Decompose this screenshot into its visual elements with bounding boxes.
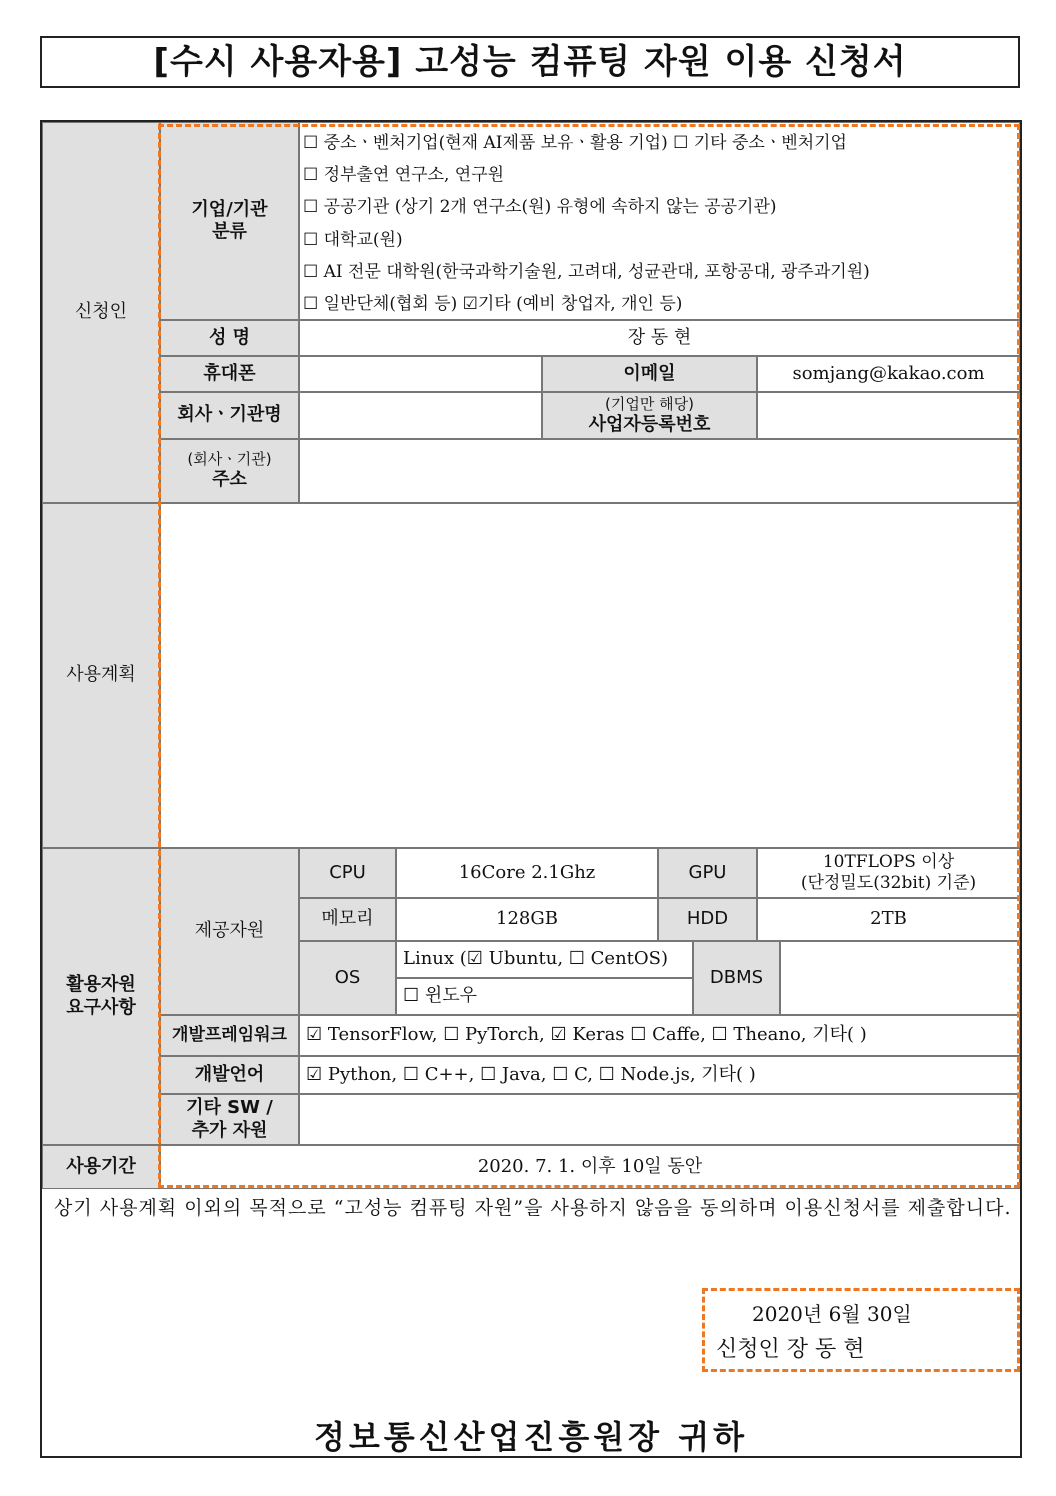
application-form [40,120,1022,1458]
other-sw-field[interactable] [299,1094,1020,1145]
applicant-section-label: 신청인 [42,122,160,503]
org-type-label [160,122,299,320]
other-sw-label [160,1094,299,1145]
org-type-options [299,124,1019,318]
gpu-value [757,848,1020,898]
other-sw-label-line2: 추가 자원 [191,1119,268,1141]
bizno-label [542,392,757,439]
address-field[interactable] [299,439,1020,503]
usage-plan-field[interactable] [160,503,1020,848]
resources-label-line2: 요구사항 [66,996,136,1018]
dbms-field[interactable] [780,941,1020,1015]
org-option-public-institution[interactable]: ☐ 공공기관 (상기 2개 연구소(원) 유형에 속하지 않는 공공기관) [303,197,777,218]
gpu-value-line2: (단정밀도(32bit) 기준) [800,873,977,893]
hdd-value: 2TB [757,898,1020,941]
memory-value: 128GB [396,898,658,941]
language-options[interactable]: ☑ Python, ☐ C++, ☐ Java, ☐ C, ☐ Node.js, 기타( ) [299,1056,1020,1094]
company-field[interactable] [299,392,542,439]
other-sw-label-line1: 기타 SW / [186,1097,273,1118]
memory-label: 메모리 [299,898,396,941]
email-field[interactable]: somjang@kakao.com [757,356,1020,392]
provided-resources-label: 제공자원 [160,848,299,1015]
phone-label: 휴대폰 [160,356,299,392]
bizno-label-text: 사업자등록번호 [588,413,711,435]
address-label [160,439,299,503]
signature-box [702,1288,1020,1372]
org-option-sme[interactable]: ☐ 중소ㆍ벤처기업(현재 AI제품 보유ㆍ활용 기업) ☐ 기타 중소ㆍ벤처기업 [303,132,847,153]
gpu-label: GPU [658,848,757,898]
os-linux-option[interactable]: Linux (☑ Ubuntu, ☐ CentOS) [396,941,693,978]
org-option-university[interactable]: ☐ 대학교(원) [303,229,403,250]
cpu-value: 16Core 2.1Ghz [396,848,658,898]
signature-name: 신청인 장 동 현 [716,1337,865,1362]
hdd-label: HDD [658,898,757,941]
gpu-value-line1: 10TFLOPS 이상 [822,851,955,872]
company-label: 회사ㆍ기관명 [160,392,299,439]
framework-label: 개발프레임워크 [160,1015,299,1056]
period-field[interactable]: 2020. 7. 1. 이후 10일 동안 [160,1145,1020,1189]
page-title: [수시 사용자용] 고성능 컴퓨팅 자원 이용 신청서 [40,36,1020,88]
agreement-text: 상기 사용계획 이외의 목적으로 “고성능 컴퓨팅 자원”을 사용하지 않음을 동의하며 이용신청서를 제출합니다. [54,1197,1012,1219]
os-label: OS [299,941,396,1015]
name-label: 성 명 [160,320,299,356]
dbms-label: DBMS [693,941,780,1015]
org-type-label-line2: 분류 [212,221,247,242]
name-field[interactable]: 장 동 현 [299,320,1020,356]
resources-label-line1: 활용자원 [66,974,136,995]
resources-section-label [42,848,160,1145]
email-label: 이메일 [542,356,757,392]
period-label: 사용기간 [42,1145,160,1189]
org-option-general-or-other[interactable]: ☐ 일반단체(협회 등) ☑기타 (예비 창업자, 개인 등) [303,294,683,315]
addressee: 정보통신산업진흥원장 귀하 [313,1418,749,1456]
usage-plan-label: 사용계획 [42,503,160,848]
org-option-research-institute[interactable]: ☐ 정부출연 연구소, 연구원 [303,164,505,185]
address-note: (회사ㆍ기관) [187,450,272,469]
os-windows-option[interactable]: ☐ 윈도우 [396,978,693,1015]
bizno-field[interactable] [757,392,1020,439]
phone-field[interactable] [299,356,542,392]
org-type-label-line1: 기업/기관 [191,198,268,220]
signature-date: 2020년 6월 30일 [752,1302,912,1326]
org-option-ai-graduate-school[interactable]: ☐ AI 전문 대학원(한국과학기술원, 고려대, 성균관대, 포항공대, 광주과기원) [303,261,870,282]
language-label: 개발언어 [160,1056,299,1094]
framework-options[interactable]: ☑ TensorFlow, ☐ PyTorch, ☑ Keras ☐ Caffe, ☐ Theano, 기타( ) [299,1015,1020,1056]
bizno-note: (기업만 해당) [605,394,694,413]
cpu-label: CPU [299,848,396,898]
address-label-text: 주소 [212,469,247,491]
